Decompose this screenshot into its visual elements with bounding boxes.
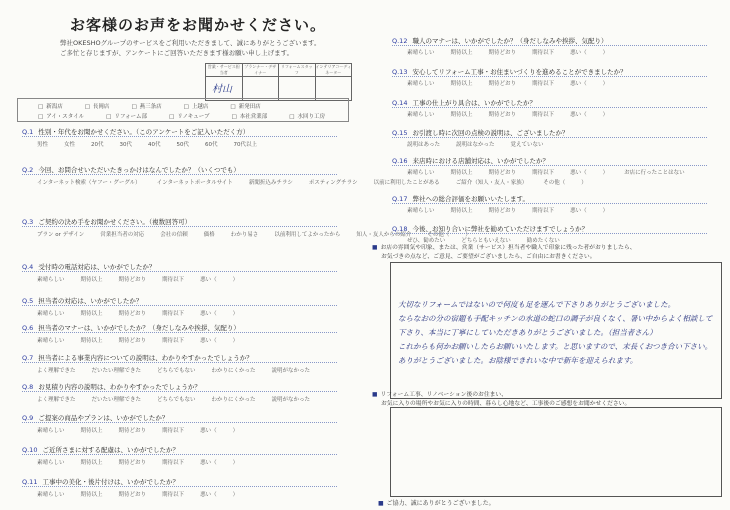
answer-option[interactable]: 説明はなかった — [455, 142, 495, 148]
answer-option[interactable]: 素晴らしい — [37, 492, 65, 498]
answer-option[interactable]: 悪い（ — [570, 112, 587, 118]
question-q12 — [392, 36, 607, 45]
question-divider — [22, 362, 337, 363]
prompt-line: ■ リフォーム工事、リノベーション後のお住まい、 — [372, 392, 508, 398]
answer-option[interactable]: 以前に利用したことがある — [373, 180, 440, 186]
answer-option[interactable]: 期待以下 — [532, 112, 555, 118]
answer-option[interactable]: 知人・友人からの紹介 — [356, 232, 412, 238]
answer-option[interactable]: よく理解できた — [37, 397, 76, 403]
answer-options — [407, 79, 624, 87]
answer-option[interactable]: 期待以下 — [162, 311, 185, 317]
store-option[interactable]: □ 本社営業部 — [232, 112, 268, 120]
question-text: お引渡し時に次回の点検の説明は、ございましたか？ — [412, 129, 569, 137]
store-option[interactable]: □ 燕三条店 — [131, 102, 161, 110]
intro-line: 弊社OKESHOグループのサービスをご利用いただきまして、誠にありがとうございます。 — [60, 39, 321, 47]
question-divider — [392, 45, 707, 46]
question-q6 — [22, 323, 240, 332]
answer-option[interactable]: 悪い（ — [570, 208, 587, 214]
answer-options — [37, 336, 254, 344]
bullet-icon: ■ — [378, 500, 384, 507]
answer-option[interactable]: ） — [232, 311, 239, 317]
answer-options — [407, 206, 624, 214]
answer-options — [37, 490, 254, 498]
answer-option[interactable]: 期待以上 — [80, 428, 103, 434]
question-divider — [392, 137, 707, 138]
question-text: 職人のマナーは、いかがでしたか？（身だしなみや挨拶、気配り） — [412, 37, 608, 45]
closing-text: ■ ご協力、誠にありがとうございました。 — [378, 500, 495, 507]
question-q18 — [392, 224, 588, 233]
question-q1 — [22, 127, 249, 136]
bullet-icon: ■ — [372, 392, 378, 398]
answer-option[interactable]: 期待どおり — [118, 338, 147, 344]
answer-option[interactable]: わかりにくかった — [211, 368, 256, 374]
question-divider — [22, 226, 337, 227]
question-text: 今後、お知り合いに弊社を勧めていただけますでしょうか？ — [412, 225, 589, 233]
answer-option[interactable]: 期待どおり — [488, 50, 517, 56]
answer-option[interactable]: ） — [232, 460, 239, 466]
answer-option[interactable]: 期待以上 — [80, 460, 103, 466]
answer-option[interactable]: 悪い（ — [200, 338, 217, 344]
answer-option[interactable]: 営業担当者の対応 — [100, 232, 145, 238]
answer-option[interactable]: ） — [232, 338, 239, 344]
answer-option[interactable]: 期待以下 — [162, 277, 185, 283]
question-text: 弊社への総合評価をお願いいたします。 — [412, 195, 529, 203]
answer-option[interactable]: 新聞折込みチラシ — [248, 180, 293, 186]
store-option[interactable]: □ 長岡店 — [85, 102, 110, 110]
page-title: お客様のお声をお聞かせください。 — [70, 16, 327, 34]
answer-options — [37, 395, 326, 403]
staff-header: インテリアコーディネーター — [315, 64, 351, 75]
answer-option[interactable]: 悪い（ — [200, 460, 217, 466]
prompt-line: ■ お店の雰囲気や印象、または、営業（サービス）担当者や職人で印象に残った者がおりましたら、 — [372, 245, 636, 251]
question-text: 担当者の対応は、いかがでしたか？ — [38, 297, 143, 305]
question-number: Q.11 — [22, 478, 38, 486]
answer-options — [37, 426, 254, 434]
question-number: Q.18 — [392, 225, 408, 233]
question-divider — [22, 454, 337, 455]
staff-header: 営業・サービス担当者 — [206, 64, 243, 76]
answer-option[interactable]: 素晴らしい — [37, 428, 65, 434]
answer-option[interactable]: ） — [581, 180, 587, 186]
answer-options — [37, 178, 603, 186]
answer-option[interactable]: 期待以上 — [450, 81, 473, 87]
question-divider — [392, 233, 707, 234]
store-option[interactable]: □ アイ・スタイル — [38, 112, 84, 120]
store-option[interactable]: □ 上越店 — [184, 102, 209, 110]
store-option[interactable]: □ 新発田店 — [230, 102, 260, 110]
question-q13 — [392, 67, 627, 76]
answer-option[interactable]: だいたい理解できた — [91, 368, 142, 374]
answer-options — [37, 275, 254, 283]
answer-option[interactable]: ） — [232, 277, 239, 283]
answer-option[interactable]: わかり易さ — [230, 232, 259, 238]
answer-option[interactable]: 期待以下 — [162, 428, 185, 434]
answer-option[interactable]: どちらでもない — [157, 397, 196, 403]
answer-option[interactable]: 素晴らしい — [37, 460, 65, 466]
answer-option[interactable]: その他（ — [427, 232, 450, 238]
question-number: Q.7 — [22, 354, 34, 362]
answer-option[interactable]: その他（ — [543, 180, 566, 186]
answer-options — [407, 48, 624, 56]
answer-option[interactable]: よく理解できた — [37, 368, 76, 374]
question-text: ご近所さまに対する配慮は、いかがでしたか？ — [42, 446, 179, 454]
answer-option[interactable]: ） — [602, 208, 609, 214]
question-text: 担当者のマナーは、いかがでしたか？（身だしなみや挨拶、気配り） — [38, 324, 240, 332]
question-divider — [22, 422, 337, 423]
answer-option[interactable]: 素晴らしい — [407, 50, 435, 56]
question-text: 性別・年代をお聞かせください。（このアンケートをご記入いただく方） — [38, 128, 250, 136]
question-q4 — [22, 262, 155, 271]
answer-option[interactable]: 素晴らしい — [407, 208, 435, 214]
answer-option[interactable]: ） — [602, 112, 609, 118]
question-number: Q.12 — [392, 37, 408, 45]
answer-option[interactable]: 期待以上 — [80, 277, 103, 283]
answer-option[interactable]: 期待どおり — [488, 170, 517, 176]
question-number: Q.8 — [22, 383, 34, 391]
question-text: ご契約の決め手をお聞かせください。（複数回答可） — [38, 218, 192, 226]
store-option[interactable]: □ 水回り工房 — [289, 112, 325, 120]
answer-option[interactable]: 会社の信頼 — [160, 232, 188, 238]
answer-options — [407, 140, 559, 148]
question-divider — [22, 136, 337, 137]
question-number: Q.16 — [392, 157, 408, 165]
answer-options — [407, 236, 576, 244]
answer-option[interactable]: 期待以下 — [162, 460, 185, 466]
question-divider — [22, 305, 337, 306]
question-number: Q.4 — [22, 263, 34, 271]
answer-option[interactable]: 期待どおり — [118, 277, 147, 283]
answer-option[interactable]: 期待どおり — [118, 428, 147, 434]
staff-header: リフォームスタッフ — [279, 64, 316, 76]
answer-options — [407, 168, 701, 176]
answer-option[interactable]: ） — [465, 232, 471, 238]
question-number: Q.17 — [392, 195, 408, 203]
question-divider — [22, 271, 337, 272]
answer-option[interactable]: 期待以下 — [532, 81, 555, 87]
answer-option[interactable]: 期待以上 — [450, 208, 473, 214]
question-divider — [392, 107, 707, 108]
question-divider — [22, 486, 337, 487]
question-text: 工事中の美化・後片付けは、いかがでしたか？ — [42, 478, 179, 486]
answer-option[interactable]: ポスティングチラシ — [308, 180, 358, 186]
answer-option[interactable]: 悪い（ — [570, 50, 587, 56]
store-option[interactable]: □ 新潟店 — [38, 102, 63, 110]
answer-option[interactable]: 期待以上 — [80, 311, 103, 317]
answer-option[interactable]: 期待どおり — [488, 81, 517, 87]
answer-option[interactable]: 期待どおり — [118, 460, 147, 466]
answer-option[interactable]: 女性 — [64, 142, 76, 148]
answer-option[interactable]: 悪い（ — [570, 81, 587, 87]
question-q2 — [22, 165, 240, 174]
answer-option[interactable]: 悪い（ — [200, 311, 217, 317]
answer-option[interactable]: 素晴らしい — [407, 170, 435, 176]
question-text: ご提案の商品やプランは、いかがでしたか？ — [38, 414, 169, 422]
prompt-line: お気づきの点など、ご意見、ご要望がございましたら、ご自由にお書きください。 — [381, 254, 596, 260]
question-text: 今回、お問合せいただいたきっかけはなんでしたか？（いくつでも） — [38, 166, 240, 174]
answer-option[interactable]: 勧めたくない — [526, 238, 560, 244]
answer-option[interactable]: どちらともいえない — [461, 238, 511, 244]
answer-option[interactable]: 悪い（ — [570, 170, 587, 176]
answer-option[interactable]: ） — [602, 170, 609, 176]
question-divider — [392, 76, 707, 77]
answer-option[interactable]: 期待どおり — [488, 112, 517, 118]
answer-option[interactable]: プラン or デザイン — [37, 232, 85, 238]
question-number: Q.1 — [22, 128, 34, 136]
question-text: 担当者による事業内容についての説明は、わかりやすかったでしょうか？ — [38, 354, 253, 362]
answer-option[interactable]: 期待以上 — [450, 50, 473, 56]
question-q5 — [22, 296, 142, 305]
answer-option[interactable]: ） — [602, 50, 609, 56]
staff-header: プランナー・デザイナー — [243, 64, 280, 76]
answer-option[interactable]: 期待以下 — [532, 50, 555, 56]
answer-options — [407, 110, 624, 118]
answer-option[interactable]: 素晴らしい — [37, 338, 65, 344]
reform-comment-box[interactable] — [390, 407, 722, 497]
bullet-icon: ■ — [372, 245, 378, 251]
answer-option[interactable]: 説明がなかった — [271, 368, 311, 374]
question-q7 — [22, 353, 253, 362]
handwritten-line: これからも何かお願いしたらお願いいたします。と思いますので、末長くおつき合い下さい。 ありがとうございました。お陰様できれいな中で新年を迎えられます。 — [398, 342, 713, 365]
answer-option[interactable]: 期待以上 — [80, 492, 103, 498]
question-number: Q.9 — [22, 414, 34, 422]
handwritten-line: ならなおの分の宿題も手配キッチンの水道の蛇口の調子が良くなく、暑い中からよく相談して下さり、本当に丁寧にしていただきありがとうございました。（担当者さん） — [398, 314, 713, 337]
handwritten-comment — [398, 298, 716, 368]
answer-options — [37, 140, 273, 148]
answer-option[interactable]: ） — [232, 428, 239, 434]
answer-option[interactable]: 70代以上 — [233, 142, 258, 148]
answer-option[interactable]: だいたい理解できた — [91, 397, 142, 403]
answer-option[interactable]: 期待どおり — [488, 208, 517, 214]
answer-option[interactable]: 期待以下 — [162, 338, 185, 344]
question-number: Q.6 — [22, 324, 34, 332]
store-option[interactable]: □ リノキューブ — [169, 112, 210, 120]
question-number: Q.10 — [22, 446, 38, 454]
handwritten-line: 大切なリフォームではないので何度も足を運んで下さりありがとうございました。 — [398, 300, 676, 309]
answer-option[interactable]: 期待以上 — [80, 338, 103, 344]
answer-option[interactable]: 期待どおり — [118, 492, 147, 498]
question-text: 来店時における店舗対応は、いかがでしたか？ — [412, 157, 549, 165]
answer-option[interactable]: ぜひ、勧めたい — [407, 238, 446, 244]
answer-option[interactable]: 悪い（ — [200, 277, 217, 283]
answer-option[interactable]: 説明はあった — [407, 142, 440, 148]
answer-option[interactable]: 価格 — [203, 232, 215, 238]
question-divider — [22, 174, 337, 175]
question-divider — [392, 203, 707, 204]
answer-option[interactable]: 悪い（ — [200, 428, 217, 434]
question-q11 — [22, 477, 179, 486]
answer-option[interactable]: 期待どおり — [118, 311, 147, 317]
answer-option[interactable]: 以前利用してよかったから — [274, 232, 341, 238]
answer-option[interactable]: 素晴らしい — [37, 311, 65, 317]
question-text: お見積り内容の説明は、わかりやすかったでしょうか？ — [38, 383, 201, 391]
staff-signature: 村山 — [212, 84, 232, 95]
answer-option[interactable]: ご紹介（知人・友人・家族） — [455, 180, 528, 186]
answer-option[interactable]: ） — [232, 492, 239, 498]
question-q3 — [22, 217, 191, 226]
answer-option[interactable]: 説明がなかった — [271, 397, 311, 403]
comment-prompt — [372, 244, 636, 262]
answer-option[interactable]: ） — [602, 81, 609, 87]
intro-line: ご多忙と存じますが、アンケートにご回答いただきます様お願い申し上げます。 — [60, 49, 294, 57]
answer-options — [37, 366, 326, 374]
question-q17 — [392, 194, 529, 203]
question-q14 — [392, 98, 536, 107]
question-q8 — [22, 382, 201, 391]
store-option[interactable]: □ リフォーム部 — [106, 112, 147, 120]
question-divider — [22, 332, 337, 333]
question-q15 — [392, 128, 568, 137]
question-q9 — [22, 413, 168, 422]
question-number: Q.3 — [22, 218, 34, 226]
prompt-line: お気に入りの場所やお気に入りの時間、暮らし心地など、工事後のご感想をお聞かせください。 — [381, 401, 631, 407]
answer-option[interactable]: お店に行ったことはない — [624, 170, 685, 176]
answer-option[interactable]: 20代 — [91, 142, 104, 148]
question-number: Q.2 — [22, 166, 34, 174]
question-text: 安心してリフォーム工事・お住まいづくりを進めることができましたか？ — [412, 68, 627, 76]
question-number: Q.15 — [392, 129, 408, 137]
answer-option[interactable]: 素晴らしい — [37, 277, 65, 283]
answer-option[interactable]: 期待以下 — [532, 170, 555, 176]
answer-option[interactable]: 悪い（ — [200, 492, 217, 498]
answer-option[interactable]: どちらでもない — [157, 368, 196, 374]
answer-option[interactable]: 男性 — [37, 142, 49, 148]
question-text: 受付時の電話対応は、いかがでしたか？ — [38, 263, 156, 271]
question-number: Q.5 — [22, 297, 34, 305]
answer-option[interactable]: わかりにくかった — [211, 397, 256, 403]
question-divider — [22, 391, 337, 392]
answer-option[interactable]: 素晴らしい — [407, 81, 435, 87]
answer-option[interactable]: インターネット検索（ヤフー・グーグル） — [37, 180, 141, 186]
question-q10 — [22, 445, 179, 454]
question-number: Q.13 — [392, 68, 408, 76]
question-q16 — [392, 156, 549, 165]
answer-option[interactable]: 素晴らしい — [407, 112, 435, 118]
answer-option[interactable]: 50代 — [176, 142, 190, 148]
answer-option[interactable]: 60代 — [205, 142, 218, 148]
intro-text — [60, 38, 320, 58]
question-text: 工事の仕上がり具合は、いかがでしたか？ — [412, 99, 536, 107]
answer-option[interactable]: 期待以下 — [162, 492, 185, 498]
question-divider — [392, 165, 707, 166]
answer-options — [37, 309, 254, 317]
store-box — [17, 98, 349, 122]
answer-option[interactable]: 期待以上 — [450, 170, 473, 176]
question-number: Q.14 — [392, 99, 408, 107]
answer-option[interactable]: インターネットポータルサイト — [156, 180, 233, 186]
answer-option[interactable]: 30代 — [119, 142, 133, 148]
answer-option[interactable]: 期待以下 — [532, 208, 555, 214]
answer-options — [37, 458, 254, 466]
answer-option[interactable]: 40代 — [148, 142, 161, 148]
answer-option[interactable]: 期待以上 — [450, 112, 473, 118]
answer-option[interactable]: 覚えていない — [510, 142, 544, 148]
